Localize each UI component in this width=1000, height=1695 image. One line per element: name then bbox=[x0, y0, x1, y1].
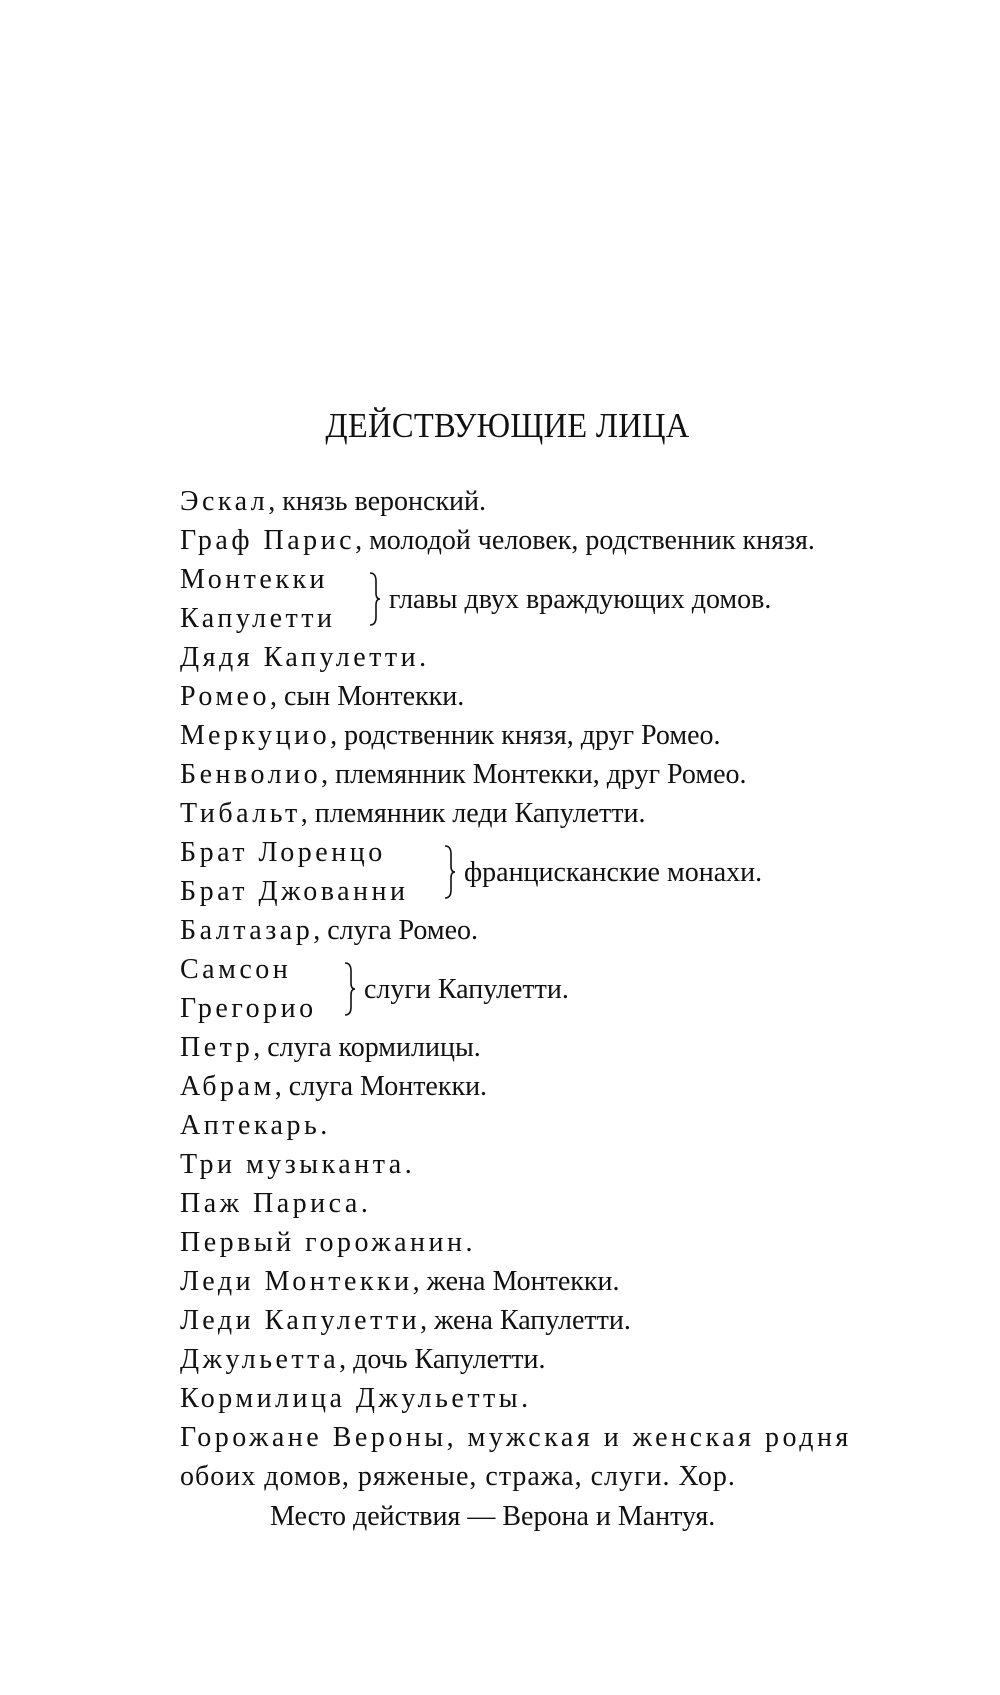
group-desc: слуги Капулетти. bbox=[364, 973, 569, 1005]
character-desc: . bbox=[521, 1383, 529, 1414]
cast-list bbox=[180, 482, 940, 1496]
character-name: Самсон bbox=[180, 954, 292, 985]
brace-icon bbox=[367, 571, 381, 627]
list-item bbox=[180, 1067, 940, 1106]
list-item bbox=[180, 755, 940, 794]
list-item bbox=[180, 794, 940, 833]
character-name: Аптекарь bbox=[180, 1110, 321, 1141]
character-name: Балтазар bbox=[180, 915, 314, 946]
character-name: Дядя Капулетти bbox=[180, 642, 420, 673]
list-item bbox=[180, 1262, 940, 1301]
character-name: Граф Парис bbox=[180, 525, 356, 556]
character-name: Первый горожанин bbox=[180, 1227, 466, 1258]
group-desc: главы двух враждующих домов. bbox=[389, 583, 772, 615]
character-desc: , жена Монтекки. bbox=[412, 1266, 620, 1297]
character-desc: , дочь Капулетти. bbox=[339, 1344, 546, 1375]
character-name: Грегорио bbox=[180, 993, 317, 1024]
character-name: Меркуцио bbox=[180, 720, 331, 751]
list-item bbox=[180, 1379, 940, 1418]
character-desc: . bbox=[320, 1110, 328, 1141]
character-group bbox=[180, 833, 940, 911]
place-of-action: Место действия — Верона и Мантуя. bbox=[270, 1501, 716, 1532]
character-name: Три музыканта bbox=[180, 1149, 405, 1180]
list-item bbox=[180, 1106, 940, 1145]
character-name: Капулетти bbox=[180, 603, 336, 634]
character-name: Бенволио bbox=[180, 759, 322, 790]
character-desc: . bbox=[360, 1188, 368, 1219]
character-desc: , князь веронский. bbox=[268, 486, 487, 517]
character-desc: , племянник леди Капулетти. bbox=[300, 798, 646, 829]
list-item bbox=[180, 677, 940, 716]
character-name: Петр bbox=[180, 1032, 254, 1063]
final-line-1: Горожане Вероны, мужская и женская родня bbox=[180, 1422, 852, 1453]
character-name: Монтекки bbox=[180, 564, 329, 595]
character-desc: , сын Монтекки. bbox=[270, 681, 465, 712]
character-desc: , родственник князя, друг Ромео. bbox=[330, 720, 721, 751]
list-item bbox=[180, 638, 940, 677]
character-name: Джульетта bbox=[180, 1344, 340, 1375]
character-name: Эскал bbox=[180, 486, 269, 517]
brace-icon bbox=[442, 844, 456, 900]
list-item bbox=[180, 1184, 940, 1223]
character-desc: , племянник Монтекки, друг Ромео. bbox=[321, 759, 747, 790]
character-name: Леди Капулетти bbox=[180, 1305, 421, 1336]
list-item bbox=[180, 911, 940, 950]
list-item bbox=[180, 1028, 940, 1067]
character-desc: . bbox=[419, 642, 427, 673]
character-desc: , жена Капулетти. bbox=[420, 1305, 631, 1336]
brace-icon bbox=[342, 961, 356, 1017]
character-desc: , слуга Монтекки. bbox=[274, 1071, 488, 1102]
character-group bbox=[180, 950, 940, 1028]
character-group bbox=[180, 560, 940, 638]
page-title: ДЕЙСТВУЮЩИЕ ЛИЦА bbox=[325, 406, 690, 445]
list-item bbox=[180, 1340, 940, 1379]
character-desc: . bbox=[404, 1149, 412, 1180]
character-desc: , молодой человек, родственник князя. bbox=[355, 525, 815, 556]
character-name: Абрам bbox=[180, 1071, 275, 1102]
character-name: Брат Лоренцо bbox=[180, 837, 386, 868]
character-name: Брат Джованни bbox=[180, 876, 409, 907]
list-item-final bbox=[180, 1418, 940, 1496]
list-item bbox=[180, 1301, 940, 1340]
list-item bbox=[180, 482, 940, 521]
group-desc: францисканские монахи. bbox=[464, 856, 763, 888]
final-line-2: обоих домов, ряженые, стража, слуги. Хор. bbox=[180, 1461, 736, 1492]
list-item bbox=[180, 1223, 940, 1262]
list-item bbox=[180, 1145, 940, 1184]
character-desc: . bbox=[465, 1227, 473, 1258]
character-name: Тибальт bbox=[180, 798, 301, 829]
character-name: Паж Париса bbox=[180, 1188, 361, 1219]
character-name: Кормилица Джульетты bbox=[180, 1383, 522, 1414]
character-desc: , слуга Ромео. bbox=[313, 915, 479, 946]
character-desc: , слуга кормилицы. bbox=[253, 1032, 481, 1063]
list-item bbox=[180, 716, 940, 755]
list-item bbox=[180, 521, 940, 560]
character-name: Леди Монтекки bbox=[180, 1266, 413, 1297]
character-name: Ромео bbox=[180, 681, 270, 712]
